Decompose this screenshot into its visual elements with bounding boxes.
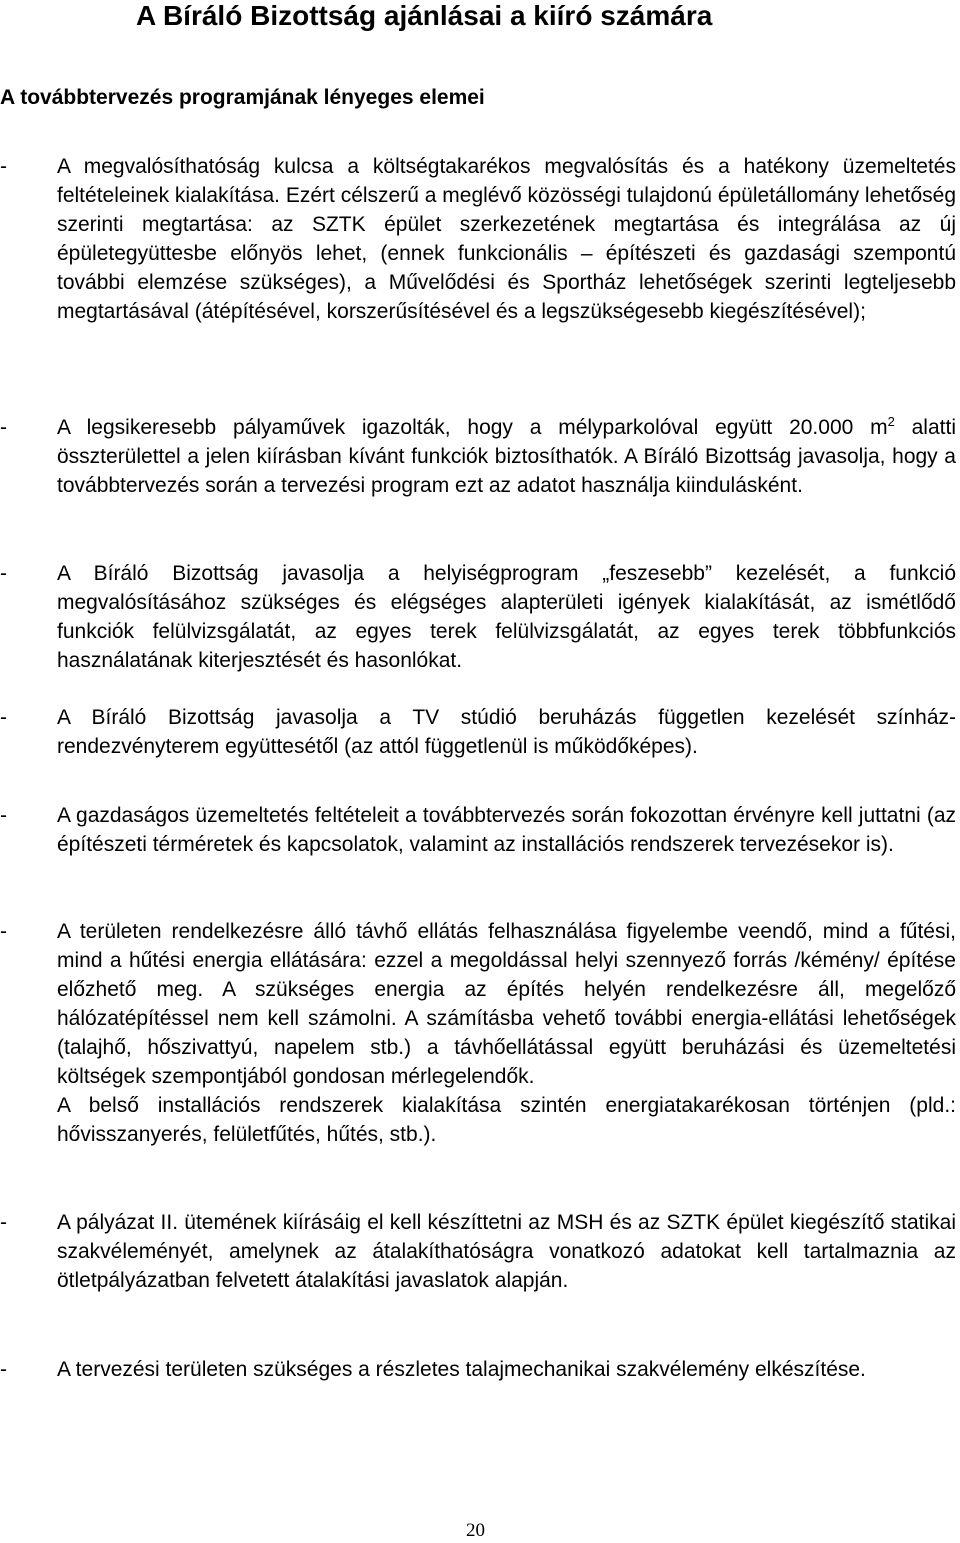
- list-item-text: A megvalósíthatóság kulcsa a költségtakarékos megvalósítás és a hatékony üzemeltetés feltételeinek kialakítása. Ezért célszerű a meglévő közösségi tulajdonú épületállomány lehetőség szerinti megtartása: az SZTK épület szerkezetének megtartása és integrálása az új épületegyüttesbe előnyös lehet, (ennek funkcionális – építészeti és gazdasági szempontú további elemzése szükséges), a Művelődési és Sportház lehetőségek szerinti legteljesebb megtartásával (átépítésével, korszerűsítésével és a legszükségesebb kiegészítésével);: [57, 155, 956, 323]
- list-item: [0, 703, 956, 761]
- list-bullet: -: [0, 155, 7, 178]
- list-item-text: A pályázat II. ütemének kiírásáig el kell készíttetni az MSH és az SZTK épület kiegészítő statikai szakvéleményét, amelynek az átalakíthatóságra vonatkozó adatokat kell tartalmaznia az ötletpályázatban felvetett átalakítási javaslatok alapján.: [57, 1211, 956, 1292]
- list-bullet: -: [0, 562, 7, 585]
- list-item: [0, 801, 956, 859]
- list-bullet: -: [0, 706, 7, 729]
- list-item: [0, 1208, 956, 1295]
- list-item: [0, 152, 956, 326]
- list-item: [0, 917, 956, 1149]
- superscript: 2: [887, 414, 895, 429]
- list-bullet: -: [0, 920, 7, 943]
- section-subtitle: A továbbtervezés programjának lényeges elemei: [0, 86, 485, 109]
- list-item: [0, 1355, 956, 1384]
- list-bullet: -: [0, 1358, 7, 1381]
- list-item-text: A területen rendelkezésre álló távhő ellátás felhasználása figyelembe veendő, mind a fűtési, mind a hűtési energia ellátására: ezzel a megoldással helyi szennyező forrás /kémény/ építése előzhető meg. A szükséges energia az építés helyén rendelkezésre áll, megelőző hálózatépítéssel nem kell számolni. A számításba vehető további energia-ellátási lehetőségek (talajhő, hőszivattyú, napelem stb.) a távhőellátással együtt beruházási és üzemeltetési költségek szempontjából gondosan mérlegelendők.: [57, 920, 956, 1088]
- list-item-text: A gazdaságos üzemeltetés feltételeit a továbbtervezés során fokozottan érvényre kell juttatni (az építészeti térméretek és kapcsolatok, valamint az installációs rendszerek tervezésekor is).: [57, 804, 956, 856]
- page-title: A Bíráló Bizottság ajánlásai a kiíró számára: [136, 0, 713, 31]
- list-item-text: A Bíráló Bizottság javasolja a helyiségprogram „feszesebb” kezelését, a funkció megvalósításához szükséges és elégséges alapterületi igények kialakítását, az ismétlődő funkciók felülvizsgálatát, az egyes terek felülvizsgálatát, az egyes terek többfunkciós használatának kiterjesztését és hasonlókat.: [57, 562, 956, 672]
- list-bullet: -: [0, 804, 7, 827]
- list-item: [0, 559, 956, 675]
- list-bullet: -: [0, 1211, 7, 1234]
- page-number: 20: [466, 1520, 485, 1541]
- list-item-text: A legsikeresebb pályaművek igazolták, hogy a mélyparkolóval együtt 20.000 $m^2$ alatti összterülettel a jelen kiírásban kívánt funkciók biztosíthatók. A Bíráló Bizottság javasolja, hogy a továbbtervezés során a tervezési program ezt az adatot használja kiindulásként.: [57, 414, 956, 497]
- list-item-text: A Bíráló Bizottság javasolja a TV stúdió beruházás független kezelését színház-rendezvényterem együttesétől (az attól függetlenül is működőképes).: [57, 706, 956, 758]
- list-item-text-continued: A belső installációs rendszerek kialakítása szintén energiatakarékosan történjen (pld.: hővisszanyerés, felületfűtés, hűtés, stb.).: [57, 1094, 956, 1146]
- list-bullet: -: [0, 416, 7, 439]
- list-item-text: A tervezési területen szükséges a részletes talajmechanikai szakvélemény elkészítése.: [57, 1358, 866, 1381]
- list-item: [0, 413, 956, 500]
